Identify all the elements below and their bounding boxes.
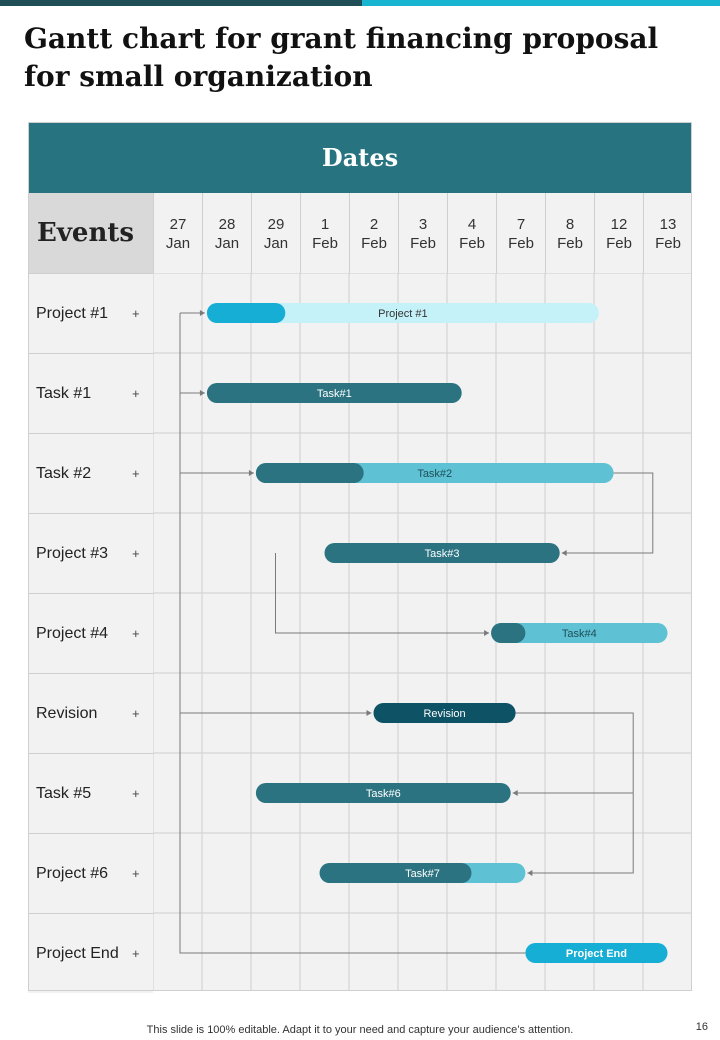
gantt-bar-progress: [256, 463, 364, 483]
event-row-5: [28, 673, 153, 753]
events-header: Events: [28, 193, 153, 273]
gantt-bar-group[interactable]: [491, 623, 667, 643]
date-header-8: [545, 193, 594, 273]
date-month: Jan: [214, 235, 240, 252]
page-number: 16: [695, 1021, 708, 1033]
gantt-bar-group[interactable]: [256, 463, 614, 483]
event-label: Project End: [36, 944, 119, 962]
date-month: Feb: [508, 235, 534, 252]
event-label: Task #2: [36, 464, 92, 482]
expand-plus-icon[interactable]: +: [132, 386, 140, 401]
gantt-bar-label: Task#6: [365, 788, 401, 800]
gantt-bar-progress: [320, 863, 472, 883]
page-title: Gantt chart for grant financing proposal for small organization: [24, 22, 659, 93]
date-header-7: [496, 193, 545, 273]
event-row-4: [28, 593, 153, 673]
top-accent-bar-dark: [0, 0, 362, 6]
expand-plus-icon[interactable]: +: [132, 306, 140, 321]
expand-plus-icon[interactable]: +: [132, 946, 140, 961]
date-day: 7: [516, 216, 526, 233]
gantt-bar-progress: [491, 623, 525, 643]
event-label: Project #3: [36, 544, 109, 562]
date-month: Feb: [557, 235, 583, 252]
event-label: Project #1: [36, 304, 109, 322]
event-label: Revision: [36, 704, 98, 722]
date-month: Feb: [312, 235, 338, 252]
date-day: 29: [267, 216, 285, 233]
gantt-chart-svg: [153, 273, 692, 991]
event-row-3: [28, 513, 153, 593]
gantt-bar-progress: [207, 303, 285, 323]
event-label: Task #5: [36, 784, 92, 802]
date-header-1: [202, 193, 251, 273]
dates-header: Dates: [28, 122, 692, 193]
connector-arrowhead: [562, 550, 567, 556]
gantt-bar-group[interactable]: [325, 543, 560, 563]
connector-arrowhead: [367, 710, 372, 716]
gantt-bar-group[interactable]: [256, 783, 511, 803]
event-row-7: [28, 833, 153, 913]
gantt-bar-group[interactable]: [320, 863, 526, 883]
expand-plus-icon[interactable]: +: [132, 866, 140, 881]
top-accent-bar-light: [362, 0, 720, 6]
gantt-grid-area: [153, 273, 692, 991]
gantt-bar-group[interactable]: [207, 383, 462, 403]
date-day: 2: [369, 216, 379, 233]
date-month: Feb: [410, 235, 436, 252]
event-label: Task #1: [36, 384, 92, 402]
connector-arrowhead: [527, 870, 532, 876]
gantt-bar-group[interactable]: [374, 703, 516, 723]
gantt-bar-label: Revision: [423, 708, 466, 720]
gantt-bar-label: Task#4: [561, 628, 597, 640]
event-label: Project #4: [36, 624, 109, 642]
date-header-6: [447, 193, 496, 273]
date-day: 13: [659, 216, 677, 233]
gantt-table: [28, 122, 692, 991]
date-day: 8: [565, 216, 575, 233]
date-month: Feb: [655, 235, 681, 252]
date-month: Jan: [165, 235, 191, 252]
date-day: 12: [610, 216, 628, 233]
gantt-bar-group[interactable]: [525, 943, 667, 963]
gantt-bar-label: Project End: [565, 948, 628, 960]
event-row-1: [28, 353, 153, 433]
gantt-bar-label: Task#2: [417, 468, 453, 480]
date-month: Feb: [459, 235, 485, 252]
gantt-bar-label: Task#3: [424, 548, 460, 560]
expand-plus-icon[interactable]: +: [132, 626, 140, 641]
date-month: Feb: [606, 235, 632, 252]
expand-plus-icon[interactable]: +: [132, 786, 140, 801]
expand-plus-icon[interactable]: +: [132, 466, 140, 481]
date-day: 27: [169, 216, 187, 233]
event-row-0: [28, 273, 153, 353]
date-header-10: [643, 193, 692, 273]
date-header-9: [594, 193, 643, 273]
connector-arrowhead: [513, 790, 518, 796]
event-row-6: [28, 753, 153, 833]
date-month: Jan: [263, 235, 289, 252]
date-day: 28: [218, 216, 236, 233]
gantt-bar-label: Task#1: [316, 388, 352, 400]
event-row-2: [28, 433, 153, 513]
date-header-3: [300, 193, 349, 273]
event-row-8: [28, 913, 153, 993]
date-header-5: [398, 193, 447, 273]
date-month: Feb: [361, 235, 387, 252]
gantt-bar-label: Task#7: [405, 868, 440, 880]
date-day: 1: [320, 216, 330, 233]
connector-arrowhead: [484, 630, 489, 636]
expand-plus-icon[interactable]: +: [132, 706, 140, 721]
date-header-2: [251, 193, 300, 273]
date-header-4: [349, 193, 398, 273]
date-header-0: [153, 193, 202, 273]
date-day: 4: [467, 216, 477, 233]
footer-note: This slide is 100% editable. Adapt it to your need and capture your audience’s attention.: [146, 1024, 574, 1036]
date-day: 3: [418, 216, 428, 233]
expand-plus-icon[interactable]: +: [132, 546, 140, 561]
gantt-bar-label: Project #1: [378, 308, 428, 320]
gantt-bar-group[interactable]: [207, 303, 599, 323]
event-label: Project #6: [36, 864, 109, 882]
